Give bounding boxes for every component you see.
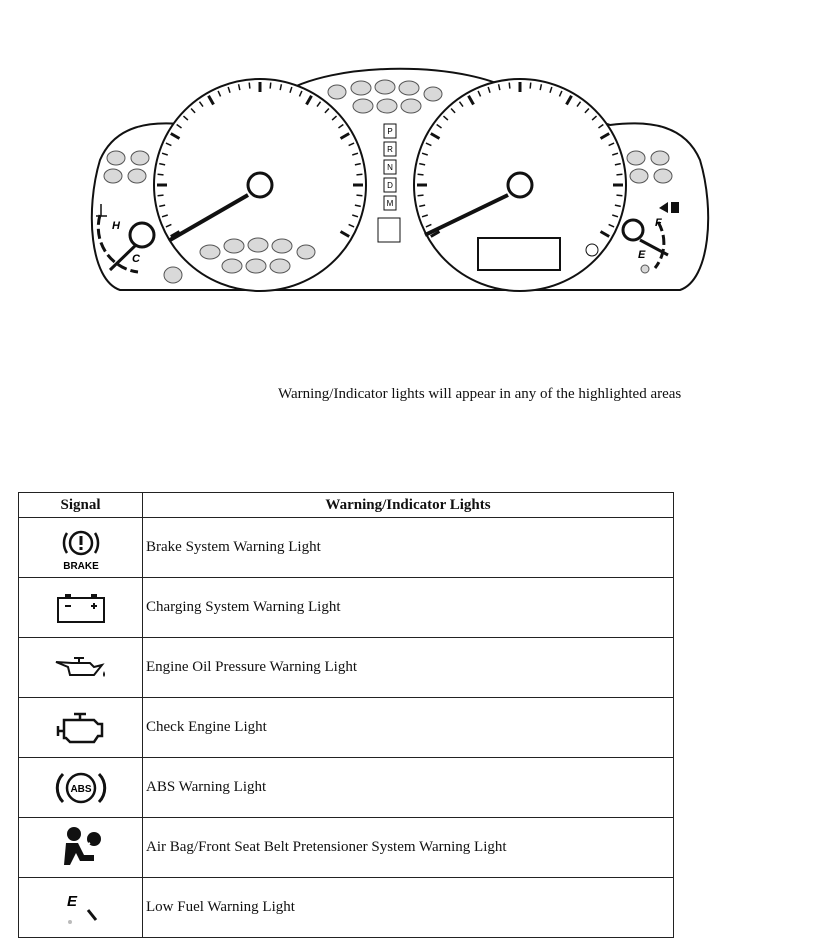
- gear-shift-icon: [378, 218, 400, 242]
- temp-high-label: H: [112, 220, 120, 232]
- tachometer-tick: [356, 195, 362, 196]
- check-engine-label: Check Engine Light: [143, 698, 674, 758]
- oil-pressure-label: Engine Oil Pressure Warning Light: [143, 638, 674, 698]
- speedometer-hub: [508, 173, 532, 197]
- warning-lights-table: [18, 492, 674, 938]
- gear-d: D: [387, 181, 393, 190]
- abs-warning-label: ABS Warning Light: [143, 758, 674, 818]
- check-engine-icon: [52, 710, 110, 746]
- temp-gauge-hub: [130, 223, 154, 247]
- lights-column-header: Warning/Indicator Lights: [143, 493, 674, 518]
- highlighted-areas-caption: Warning/Indicator lights will appear in any of the highlighted areas: [278, 386, 682, 402]
- low-fuel-icon: [54, 886, 108, 930]
- table-row: [19, 818, 674, 878]
- gear-r: R: [387, 145, 393, 154]
- gear-p: P: [387, 127, 393, 136]
- brake-warning-label: Brake System Warning Light: [143, 518, 674, 578]
- airbag-warning-label: Air Bag/Front Seat Belt Pretensioner System Warning Light: [143, 818, 674, 878]
- table-row: [19, 758, 674, 818]
- oil-can-icon: [52, 653, 110, 683]
- airbag-icon: [56, 825, 106, 871]
- trip-reset-knob: [586, 244, 598, 256]
- speedometer-tick: [509, 83, 510, 89]
- speedometer-tick: [616, 195, 622, 196]
- svg-text:BRAKE: BRAKE: [62, 560, 99, 571]
- low-fuel-label: Low Fuel Warning Light: [143, 878, 674, 938]
- svg-text:E: E: [66, 892, 77, 910]
- table-row: [19, 638, 674, 698]
- temp-cold-label: C: [132, 253, 140, 265]
- odometer-display: [478, 238, 560, 270]
- instrument-cluster-illustration: [80, 40, 720, 310]
- charging-system-label: Charging System Warning Light: [143, 578, 674, 638]
- table-row: [19, 518, 674, 578]
- table-row: [19, 878, 674, 938]
- fuel-gauge-hub: [623, 220, 643, 240]
- table-row: [19, 578, 674, 638]
- table-row: [19, 698, 674, 758]
- tachometer-tick: [270, 83, 271, 89]
- tachometer-tick: [158, 174, 164, 175]
- tachometer-tick: [158, 195, 164, 196]
- speedometer-tick: [418, 195, 424, 196]
- tachometer-hub: [248, 173, 272, 197]
- abs-icon: [51, 766, 111, 810]
- tachometer-tick: [356, 174, 362, 175]
- tachometer-tick: [249, 83, 250, 89]
- fuel-full-label: F: [655, 217, 662, 229]
- signal-column-header: Signal: [19, 493, 143, 518]
- speedometer-tick: [530, 83, 531, 89]
- speedometer-tick: [418, 174, 424, 175]
- gear-m: M: [386, 199, 394, 208]
- brake-warning-icon: [53, 525, 109, 571]
- svg-text:ABS: ABS: [69, 783, 92, 795]
- table-header-row: [19, 493, 674, 518]
- fuel-empty-label: E: [638, 249, 646, 261]
- gear-n: N: [387, 163, 393, 172]
- speedometer-tick: [616, 174, 622, 175]
- battery-icon: [53, 590, 109, 626]
